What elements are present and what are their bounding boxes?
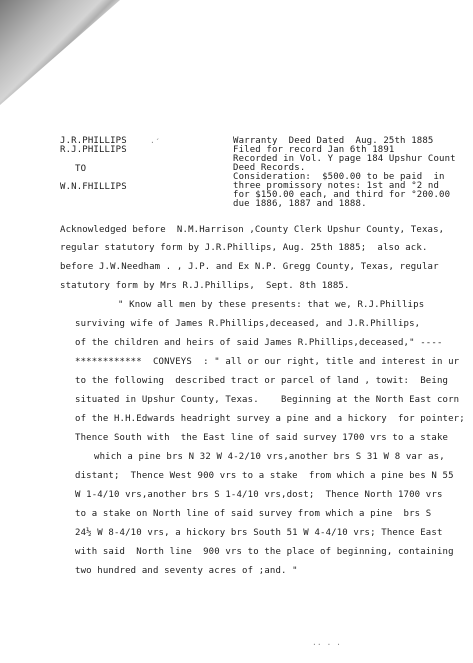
deed-body-line: situated in Upshur County, Texas. Beginning at the North East corn (75, 395, 460, 405)
deed-body-line: of the H.H.Edwards headright survey a pine and a hickory for pointer; (75, 414, 465, 424)
grantor-name: J.R.PHILLIPS (60, 136, 127, 146)
deed-info-line: Deed Records. (233, 163, 306, 173)
deed-info-line: Recorded in Vol. Y page 184 Upshur Count (233, 154, 456, 164)
deed-info-line: Warranty Deed Dated Aug. 25th 1885 (233, 136, 434, 146)
deed-body-line: of the children and heirs of said James R.Phillips,deceased," ---- (75, 338, 443, 348)
grantee-name: W.N.FHILLIPS (60, 182, 127, 192)
grantor-name: R.J.PHILLIPS (60, 145, 127, 155)
deed-body-line: with said North line 900 vrs to the place of beginning, containing (75, 547, 454, 557)
deed-body-line: " Know all men by these presents: that we, R.J.Phillips (118, 300, 425, 310)
deed-body-line: which a pine brs N 32 W 4-2/10 vrs,another brs S 31 W 8 var as, (94, 452, 445, 462)
stamp-mark: ·´ (150, 138, 160, 147)
deed-info-line: Filed for record Jan 6th 1891 (233, 145, 395, 155)
acknowledgment-line: Acknowledged before N.M.Harrison ,County Clerk Upshur County, Texas, (60, 225, 445, 235)
deed-info-line: for $150.00 each, and third for °200.00 (233, 190, 451, 200)
deed-body-line: Thence South with the East line of said survey 1700 vrs to a stake (75, 433, 449, 443)
corner-shadow (0, 0, 120, 105)
deed-body-line: surviving wife of James R.Phillips,deceased, and J.R.Phillips, (75, 319, 421, 329)
deed-info-line: three promissory notes: 1st and °2 nd (233, 181, 440, 191)
deed-info-line: Consideration: $500.00 to be paid in (233, 172, 445, 182)
deed-body-line: distant; Thence West 900 vrs to a stake from which a pine bes N 55 (75, 471, 454, 481)
deed-body-line: to the following described tract or parcel of land , towit: Being (75, 376, 449, 386)
deed-body-line: two hundred and seventy acres of ;and. " (75, 566, 298, 576)
deed-body-line: ************ CONVEYS : " all or our right, title and interest in ur (75, 357, 460, 367)
deed-body-line: 24½ W 8-4/10 vrs, a hickory brs South 51 W 4-4/10 vrs; Thence East (75, 528, 443, 538)
to-label: TO (75, 164, 87, 174)
deed-body-line: W 1-4/10 vrs,another brs S 1-4/10 vrs,dost; Thence North 1700 vrs (75, 490, 443, 500)
footer-mark: ·· · · (312, 640, 341, 649)
deed-body-line: to a stake on North line of said survey from which a pine brs S (75, 509, 432, 519)
acknowledgment-line: regular statutory form by J.R.Phillips, Aug. 25th 1885; also ack. (60, 243, 428, 253)
acknowledgment-line: before J.W.Needham . , J.P. and Ex N.P. Gregg County, Texas, regular (60, 262, 439, 272)
deed-info-line: due 1886, 1887 and 1888. (233, 199, 367, 209)
acknowledgment-line: statutory form by Mrs R.J.Phillips, Sept. 8th 1885. (60, 281, 350, 291)
